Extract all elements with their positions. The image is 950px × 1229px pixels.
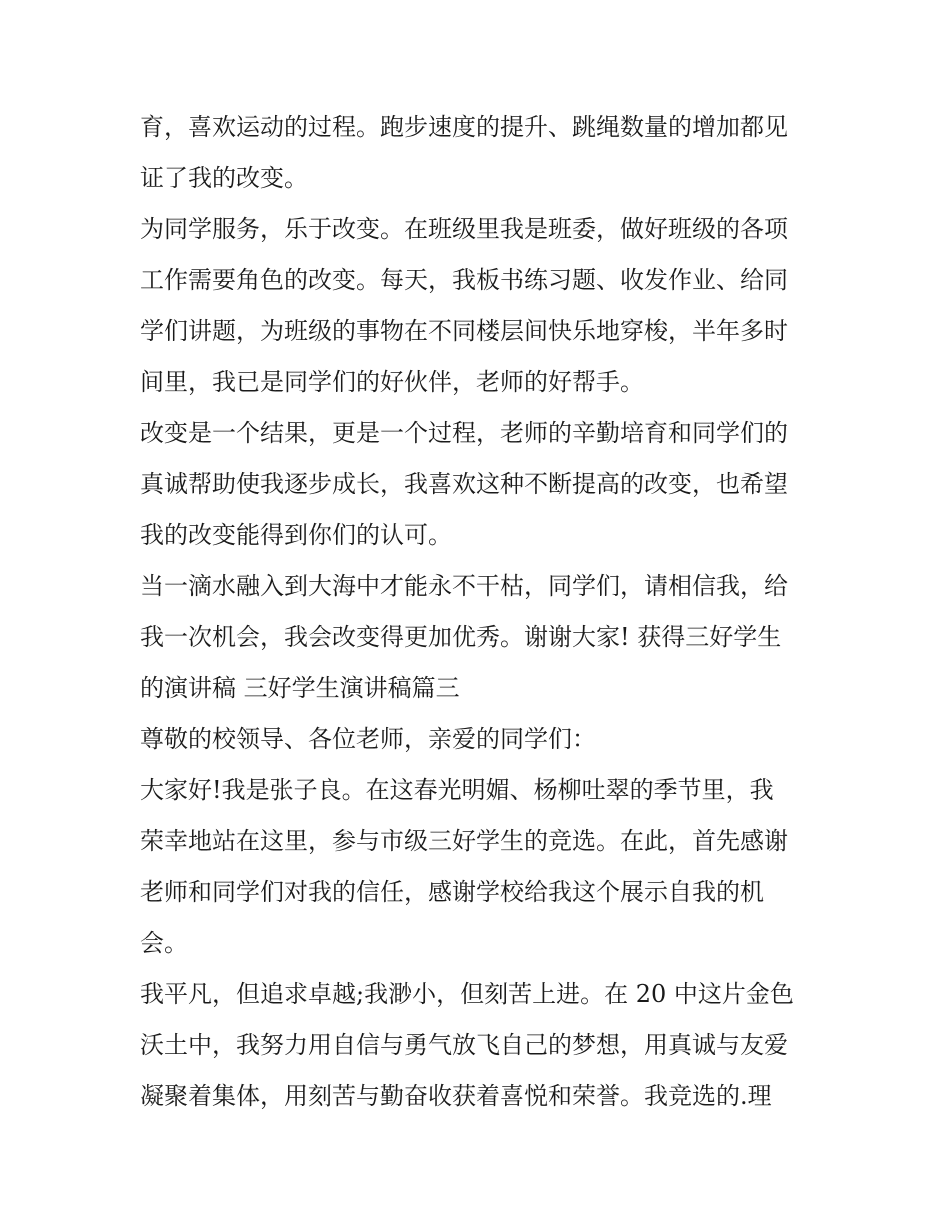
text-line: 尊敬的校领导、各位老师，亲爱的同学们：: [140, 725, 596, 753]
text-line: 工作需要角色的改变。每天，我板书练习题、收发作业、给同: [140, 266, 788, 294]
text-line: 证了我的改变。: [140, 164, 308, 192]
document-body: [140, 102, 820, 1122]
text-line: 凝聚着集体，用刻苦与勤奋收获着喜悦和荣誉。我竞选的.理: [140, 1082, 772, 1110]
text-line: 间里，我已是同学们的好伙伴，老师的好帮手。: [140, 368, 644, 396]
text-line: 育，喜欢运动的过程。跑步速度的提升、跳绳数量的增加都见: [140, 113, 788, 141]
text-line: 会。: [140, 929, 188, 957]
text-line: 改变是一个结果，更是一个过程，老师的辛勤培育和同学们的: [140, 419, 788, 447]
text-line: 老师和同学们对我的信任，感谢学校给我这个展示自我的机: [140, 878, 764, 906]
text-line: 我平凡，但追求卓越;我渺小，但刻苦上进。在 20 中这片金色: [140, 980, 794, 1008]
text-line: 当一滴水融入到大海中才能永不干枯，同学们，请相信我，给: [140, 572, 788, 600]
text-line: 为同学服务，乐于改变。在班级里我是班委，做好班级的各项: [140, 215, 788, 243]
text-line: 我一次机会，我会改变得更加优秀。谢谢大家! 获得三好学生: [140, 623, 782, 651]
text-line: 沃土中，我努力用自信与勇气放飞自己的梦想，用真诚与友爱: [140, 1031, 788, 1059]
text-line: 荣幸地站在这里，参与市级三好学生的竞选。在此，首先感谢: [140, 827, 788, 855]
text-line: 大家好!我是张子良。在这春光明媚、杨柳吐翠的季节里，我: [140, 776, 774, 804]
text-line: 学们讲题，为班级的事物在不同楼层间快乐地穿梭，半年多时: [140, 317, 788, 345]
text-line: 我的改变能得到你们的认可。: [140, 521, 452, 549]
text-line: 真诚帮助使我逐步成长，我喜欢这种不断提高的改变，也希望: [140, 470, 788, 498]
text-line: 的演讲稿 三好学生演讲稿篇三: [140, 674, 460, 702]
